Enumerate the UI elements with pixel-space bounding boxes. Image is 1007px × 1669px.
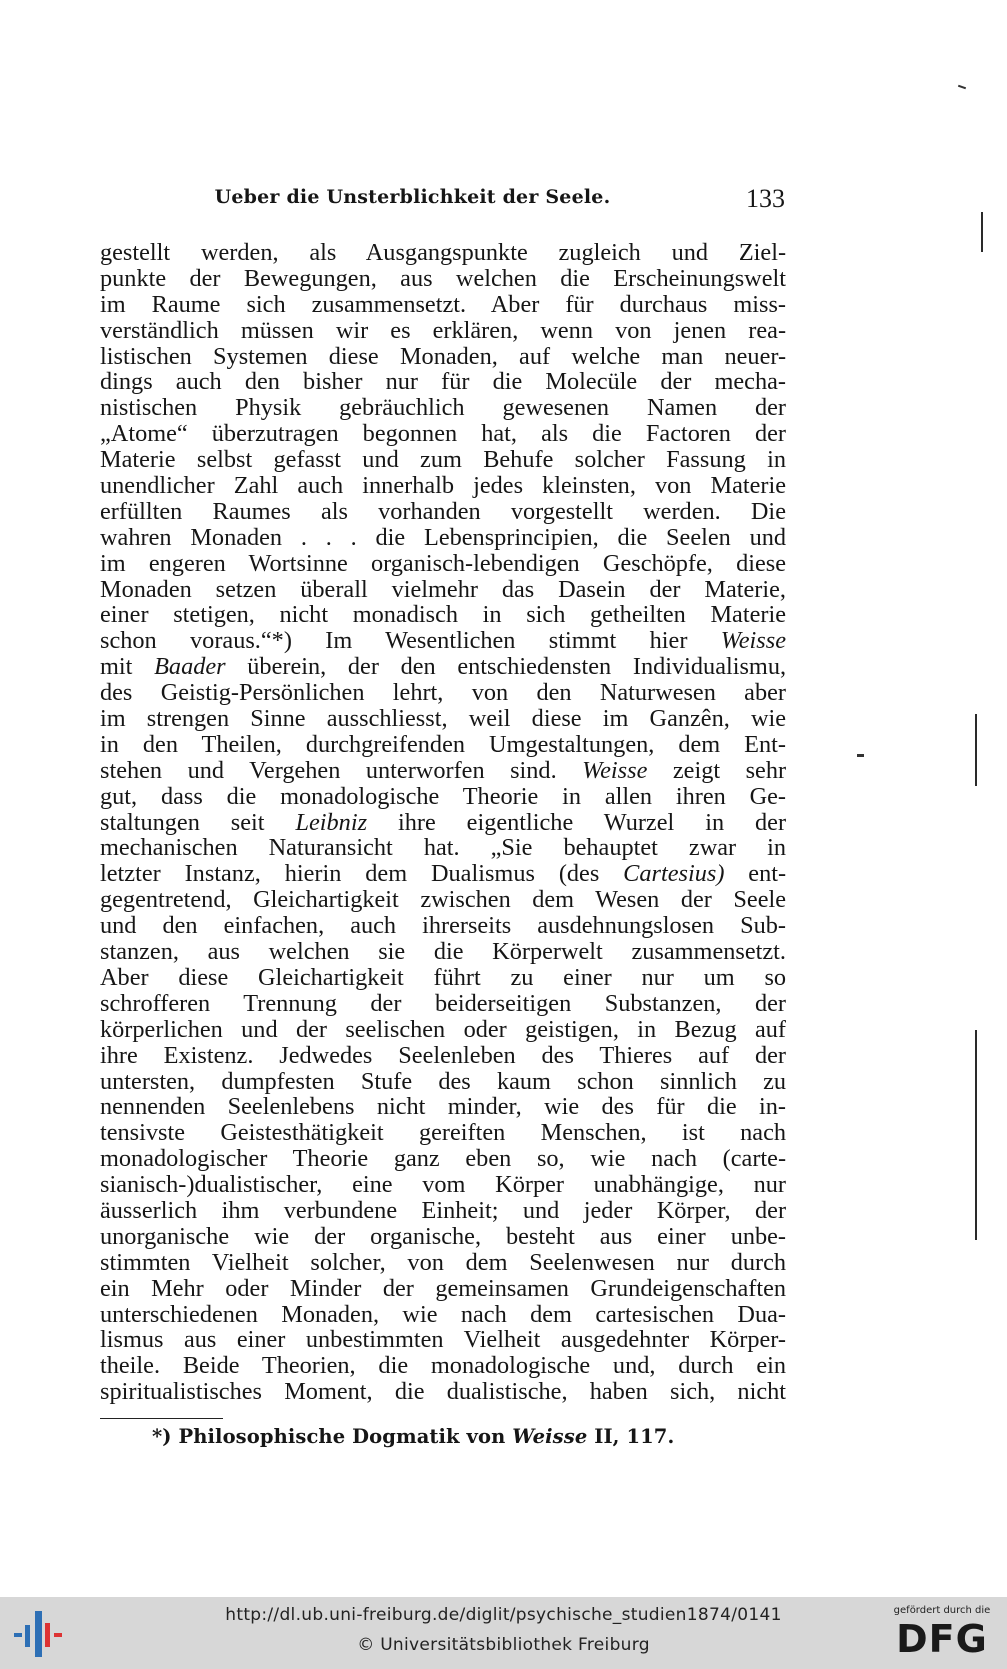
margin-mark <box>981 212 983 252</box>
text-line: im strengen Sinne ausschliesst, weil diese im Ganzên, wie <box>100 706 786 732</box>
copyright-notice: © Universitätsbibliothek Freiburg <box>357 1635 650 1655</box>
text-line: monadologischer Theorie ganz eben so, wie nach (carte- <box>100 1146 786 1173</box>
text-line: Materie selbst gefasst und zum Behufe solcher Fassung in <box>100 447 786 474</box>
scan-speck <box>958 85 966 90</box>
text-line: unorganische wie der organische, besteht aus einer unbe- <box>100 1223 786 1250</box>
text-line: mit Baader überein, der den entschiedensten Individualismu, <box>100 654 786 681</box>
text-line: staltungen seit Leibniz ihre eigentliche Wurzel in der <box>100 809 786 836</box>
text-line: im Raume sich zusammensetzt. Aber für durchaus miss- <box>100 291 786 318</box>
text-line: mechanischen Naturansicht hat. „Sie behauptet zwar in <box>100 835 786 862</box>
text-line: sianisch-)dualistischer, eine vom Körper unabhängige, nur <box>100 1172 786 1198</box>
body-text <box>100 240 786 1405</box>
text-line: theile. Beide Theorien, die monadologische und, durch ein <box>100 1353 786 1380</box>
text-line: im engeren Wortsinne organisch-lebendigen Geschöpfe, diese <box>100 550 786 577</box>
text-line: nistischen Physik gebräuchlich gewesenen Namen der <box>100 395 786 422</box>
text-line: körperlichen und der seelischen oder geistigen, in Bezug auf <box>100 1016 786 1043</box>
text-line: stanzen, aus welchen sie die Körperwelt zusammensetzt. <box>100 939 786 965</box>
dfg-caption: gefördert durch die <box>893 1605 991 1616</box>
text-line: Monaden setzen überall vielmehr das Dasein der Materie, <box>100 576 786 603</box>
text-line: in den Theilen, durchgreifenden Umgestaltungen, dem Ent- <box>100 731 786 758</box>
dfg-logo <box>887 1605 997 1665</box>
text-line: spiritualistisches Moment, die dualistische, haben sich, nicht <box>100 1379 786 1406</box>
text-line: und den einfachen, auch ihrerseits ausdehnungslosen Sub- <box>100 913 786 940</box>
text-line: listischen Systemen diese Monaden, auf welche man neuer- <box>100 343 786 370</box>
text-line: gut, dass die monadologische Theorie in allen ihren Ge- <box>100 783 786 810</box>
margin-mark <box>975 1030 977 1240</box>
running-head <box>100 186 785 216</box>
footnote-rule <box>100 1418 223 1419</box>
running-title: Ueber die Unsterblichkeit der Seele. <box>214 186 611 208</box>
text-line: gestellt werden, als Ausgangspunkte zugleich und Ziel- <box>100 240 786 266</box>
footnote <box>152 1425 674 1448</box>
footnote-suffix: II, 117. <box>587 1425 675 1448</box>
text-line: untersten, dumpfesten Stufe des kaum schon sinnlich zu <box>100 1068 786 1095</box>
text-line: unendlicher Zahl auch innerhalb jedes kleinsten, von Materie <box>100 473 786 499</box>
text-line: „Atome“ überzutragen begonnen hat, als die Factoren der <box>100 421 786 448</box>
scan-speck <box>857 754 864 757</box>
text-line: nennenden Seelenlebens nicht minder, wie des für die in- <box>100 1094 786 1121</box>
text-line: erfüllten Raumes als vorhanden vorgestellt werden. Die <box>100 498 786 525</box>
text-line: stimmten Vielheit solcher, von dem Seelenwesen nur durch <box>100 1249 786 1276</box>
text-line: unterschiedenen Monaden, wie nach dem cartesischen Dua- <box>100 1301 786 1328</box>
dfg-logo-text: DFG <box>896 1617 988 1661</box>
footnote-prefix: *) Philosophische Dogmatik von <box>152 1425 513 1448</box>
text-line: tensivste Geistesthätigkeit gereiften Menschen, ist nach <box>100 1120 786 1147</box>
text-line: ihre Existenz. Jedwedes Seelenleben des Thieres auf der <box>100 1042 786 1069</box>
text-line: verständlich müssen wir es erklären, wenn von jenen rea- <box>100 317 786 344</box>
text-line: lismus aus einer unbestimmten Vielheit ausgedehnter Körper- <box>100 1327 786 1354</box>
text-line: stehen und Vergehen unterworfen sind. Weisse zeigt sehr <box>100 757 786 784</box>
text-line: ein Mehr oder Minder der gemeinsamen Grundeigenschaften <box>100 1275 786 1302</box>
permalink-url[interactable]: http://dl.ub.uni-freiburg.de/diglit/psychische_studien1874/0141 <box>225 1605 782 1625</box>
text-line: punkte der Bewegungen, aus welchen die Erscheinungswelt <box>100 265 786 292</box>
text-line: schrofferen Trennung der beiderseitigen Substanzen, der <box>100 990 786 1017</box>
footnote-author: Weisse <box>512 1425 588 1448</box>
text-line: schon voraus.“*) Im Wesentlichen stimmt hier Weisse <box>100 628 786 655</box>
text-line: wahren Monaden . . . die Lebensprincipien, die Seelen und <box>100 524 786 551</box>
text-line: äusserlich ihm verbundene Einheit; und jeder Körper, der <box>100 1197 786 1224</box>
text-line: des Geistig-Persönlichen lehrt, von den Naturwesen aber <box>100 680 786 707</box>
text-line: letzter Instanz, hierin dem Dualismus (des Cartesius) ent- <box>100 861 786 888</box>
text-line: Aber diese Gleichartigkeit führt zu einer nur um so <box>100 964 786 991</box>
text-line: einer stetigen, nicht monadisch in sich getheilten Materie <box>100 602 786 629</box>
footer-bar <box>0 1597 1007 1669</box>
margin-mark <box>975 714 977 786</box>
text-line: gegentretend, Gleichartigkeit zwischen dem Wesen der Seele <box>100 887 786 914</box>
page-number: 133 <box>746 184 785 213</box>
text-line: dings auch den bisher nur für die Molecüle der mecha- <box>100 369 786 396</box>
